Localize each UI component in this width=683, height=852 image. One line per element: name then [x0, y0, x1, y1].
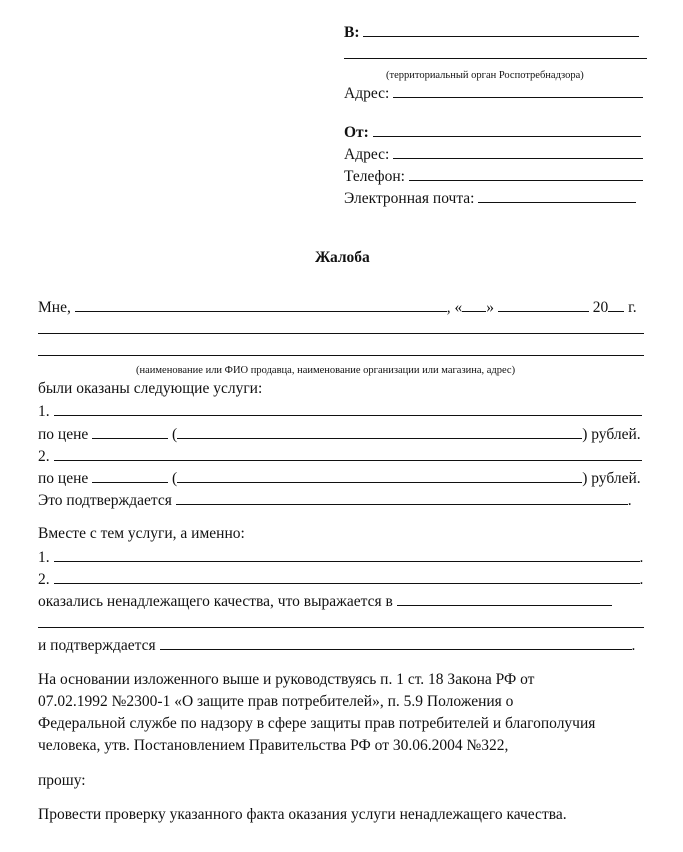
to-label: В: [344, 24, 360, 41]
service-2-price-line [38, 468, 641, 489]
confirmed-label: Это подтверждается [38, 492, 172, 509]
service-1-number: 1. [38, 403, 50, 420]
legal-basis-line: Федеральной службе по надзору в сфере защиты прав потребителей и благополучия [38, 715, 596, 732]
service-1-price-field[interactable] [92, 424, 168, 439]
expressed-field[interactable] [397, 591, 612, 606]
month-field[interactable] [498, 297, 589, 312]
period: . [631, 637, 636, 654]
confirmed-field[interactable] [176, 490, 628, 505]
service-1-field[interactable] [54, 401, 642, 416]
email-line [344, 188, 636, 209]
legal-basis-line: человека, утв. Постановлением Правительства РФ от 30.06.2004 №322, [38, 737, 509, 754]
defect-1-field[interactable] [54, 547, 640, 562]
email-label: Электронная почта: [344, 190, 475, 207]
service-1-price-line [38, 424, 641, 445]
seller-line-2 [38, 319, 644, 340]
service-2-price-field[interactable] [92, 468, 168, 483]
email-field[interactable] [478, 188, 636, 203]
service-1-line [38, 401, 642, 422]
period: . [639, 549, 644, 566]
to-caption: (территориальный орган Роспотребнадзора) [386, 70, 584, 81]
from-address-field[interactable] [393, 144, 643, 159]
service-2-number: 2. [38, 448, 50, 465]
intro-line [38, 297, 637, 318]
phone-field[interactable] [409, 166, 643, 181]
service-1-price-label: по цене [38, 426, 89, 443]
seller-caption: (наименование или ФИО продавца, наименование организации или магазина, адрес) [136, 365, 516, 376]
service-2-line [38, 446, 642, 467]
expressed-line-2 [38, 613, 644, 634]
period: . [627, 492, 632, 509]
defect-2-line [38, 569, 643, 590]
to-field[interactable] [363, 22, 639, 37]
comma: , [446, 299, 451, 316]
defect-2-number: 2. [38, 571, 50, 588]
quote-open: « [454, 299, 463, 316]
defects-confirmed-field[interactable] [160, 635, 632, 650]
to-address-line [344, 83, 643, 104]
service-1-price-words-field[interactable] [177, 424, 582, 439]
service-2-price-label: по цене [38, 470, 89, 487]
defects-confirmed-label: и подтверждается [38, 637, 156, 654]
defects-confirmed-line [38, 635, 635, 656]
paren-open: ( [172, 470, 178, 487]
defects-intro: Вместе с тем услуги, а именно: [38, 525, 245, 542]
phone-label: Телефон: [344, 168, 405, 185]
expressed-line [38, 591, 612, 612]
from-address-line [344, 144, 643, 165]
quote-close: » [486, 299, 494, 316]
seller-field[interactable] [75, 297, 447, 312]
paren-open: ( [172, 426, 178, 443]
phone-line [344, 166, 643, 187]
service-2-currency: ) рублей. [582, 470, 641, 487]
defect-2-field[interactable] [54, 569, 640, 584]
document-title: Жалоба [315, 249, 370, 266]
from-label: От: [344, 124, 369, 141]
service-2-field[interactable] [54, 446, 642, 461]
expressed-field-2[interactable] [38, 613, 644, 628]
seller-field-2[interactable] [38, 319, 644, 334]
from-address-label: Адрес: [344, 146, 390, 163]
services-provided-label: были оказаны следующие услуги: [38, 380, 263, 397]
defect-1-number: 1. [38, 549, 50, 566]
request-label: прошу: [38, 772, 86, 789]
year-field[interactable] [608, 297, 624, 312]
service-2-price-words-field[interactable] [177, 468, 582, 483]
expressed-label: оказались ненадлежащего качества, что выражается в [38, 593, 393, 610]
seller-line-3 [38, 341, 644, 362]
from-line [344, 122, 641, 143]
legal-basis-line: 07.02.1992 №2300-1 «О защите прав потребителей», п. 5.9 Положения о [38, 693, 514, 710]
from-field[interactable] [373, 122, 641, 137]
request-text: Провести проверку указанного факта оказания услуги ненадлежащего качества. [38, 806, 567, 823]
year-suffix: г. [628, 299, 637, 316]
to-address-label: Адрес: [344, 85, 390, 102]
to-field-2[interactable] [344, 44, 647, 59]
me-label: Мне, [38, 299, 71, 316]
day-field[interactable] [462, 297, 486, 312]
seller-field-3[interactable] [38, 341, 644, 356]
service-1-currency: ) рублей. [582, 426, 641, 443]
period: . [639, 571, 644, 588]
to-line [344, 22, 639, 43]
defect-1-line [38, 547, 643, 568]
confirmed-line [38, 490, 632, 511]
year-prefix: 20 [592, 299, 609, 316]
to-address-field[interactable] [393, 83, 643, 98]
to-line-2 [344, 44, 647, 65]
legal-basis-line: На основании изложенного выше и руководствуясь п. 1 ст. 18 Закона РФ от [38, 671, 535, 688]
